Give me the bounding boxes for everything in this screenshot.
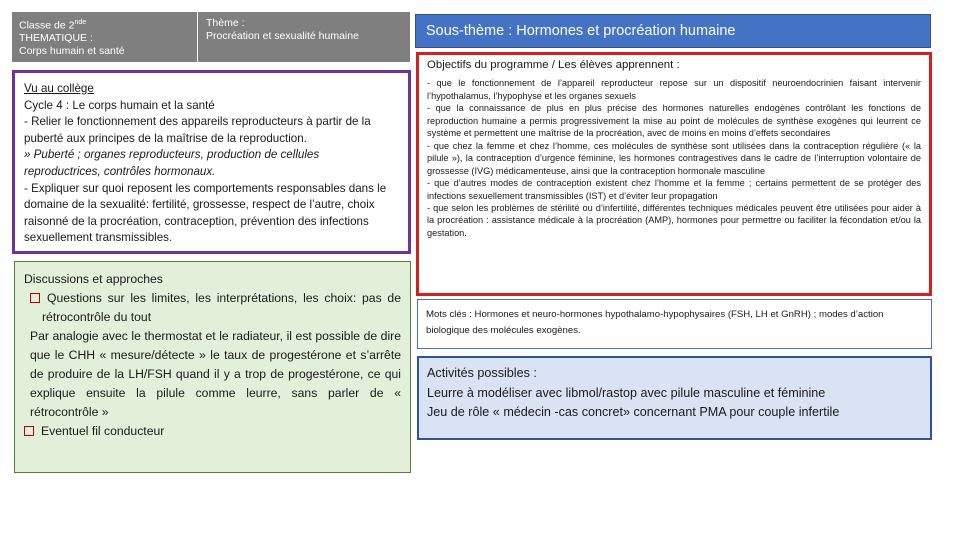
activites-box bbox=[417, 356, 932, 440]
checkbox-icon bbox=[30, 293, 40, 303]
activites-item: Jeu de rôle « médecin -cas concret» concernant PMA pour couple infertile bbox=[427, 405, 840, 419]
sous-theme-title: Sous-thème : Hormones et procréation humaine bbox=[415, 14, 931, 48]
theme-box bbox=[198, 12, 410, 62]
vu-college-heading: Vu au collège bbox=[24, 82, 94, 95]
objectifs-item: - que le fonctionnement de l’appareil reproducteur repose sur un dispositif neuroendocrinien faisant intervenir l’hypothalamus, l’hypophyse et les organes sexuels bbox=[427, 78, 921, 101]
vu-college-cycle: Cycle 4 : Le corps humain et la santé bbox=[24, 98, 215, 112]
objectifs-item: - que la connaissance de plus en plus précise des hormones naturelles endogènes contrôlant les fonctions de reproduction humaine a permis progressivement la mise au point de molécules de synthèse exogènes qui leurrent ce système et permettent une maîtrise de la procréation, avec de moins en moins d’effets secondaires bbox=[427, 103, 921, 139]
objectifs-item: - que d’autres modes de contraception existent chez l’homme et la femme ; certains permettent de se protéger des infections sexuellement transmissibles (IST) et d’éviter leur propagation bbox=[427, 178, 921, 201]
thematique-value: Corps humain et santé bbox=[19, 44, 125, 57]
mots-cles-box: Mots clés : Hormones et neuro-hormones hypothalamo-hypophysaires (FSH, LH et GnRH) ; modes d’action biologique des molécules exogènes. bbox=[417, 299, 932, 349]
vu-college-item: » Puberté ; organes reproducteurs, production de cellules reproductrices, contrôles hormonaux. bbox=[24, 148, 320, 178]
objectifs-item: - que chez la femme et chez l’homme, ces molécules de synthèse sont utilisées dans la contraception régulière (« la pilule »), la contraception d’urgence féminine, les hormones contragestives dans le cadre de l’interruption volontaire de grossesse (IVG) médicamenteuse, ainsi que la contraception hormonale masculine bbox=[427, 140, 921, 176]
discussions-bullet: Eventuel fil conducteur bbox=[41, 424, 165, 438]
vu-college-item: - Relier le fonctionnement des appareils reproducteurs à partir de la puberté aux principes de la maîtrise de la reproduction. bbox=[24, 115, 371, 145]
activites-title: Activités possibles : bbox=[427, 366, 537, 380]
classe-box bbox=[12, 12, 197, 62]
theme-value: Procréation et sexualité humaine bbox=[206, 29, 359, 42]
classe-level: Classe de 2 bbox=[19, 19, 75, 32]
discussions-bullet: Questions sur les limites, les interprétations, les choix: pas de rétrocontrôle du tout bbox=[42, 291, 401, 324]
objectifs-title: Objectifs du programme / Les élèves apprennent : bbox=[427, 59, 680, 71]
classe-sup: nde bbox=[74, 19, 87, 26]
discussions-heading: Discussions et approches bbox=[24, 272, 163, 286]
vu-college-item: - Expliquer sur quoi reposent les comportements responsables dans le domaine de la sexualité: fertilité, grossesse, respect de l’autre, choix raisonné de la procréation, contraception, prévention des infections sexuellement transmissibles. bbox=[24, 181, 387, 245]
vu-college-box bbox=[12, 70, 411, 254]
activites-item: Leurre à modéliser avec libmol/rastop avec pilule masculine et féminine bbox=[427, 385, 826, 400]
discussions-box bbox=[14, 261, 411, 473]
thematique-label: THEMATIQUE : bbox=[19, 32, 93, 44]
discussions-paragraph: Par analogie avec le thermostat et le radiateur, il est possible de dire que le CHH « mesure/détecte » le taux de progestérone et s’arrête de produire de la LH/FSH quand il y a trop de progestérone, ce qui explique ensuite la pilule comme leurre, sans parler de « rétrocontrôle » bbox=[30, 329, 401, 419]
theme-label: Thème : bbox=[206, 17, 245, 29]
checkbox-icon bbox=[24, 426, 34, 436]
objectifs-box bbox=[416, 52, 932, 296]
objectifs-item: - que selon les problèmes de stérilité ou d’infertilité, différentes techniques médicales peuvent être utilisées pour aider à la procréation : assistance médicale à la procréation (AMP), hormones pour permettre ou faciliter la fécondation et/ou la gestation. bbox=[427, 202, 921, 238]
